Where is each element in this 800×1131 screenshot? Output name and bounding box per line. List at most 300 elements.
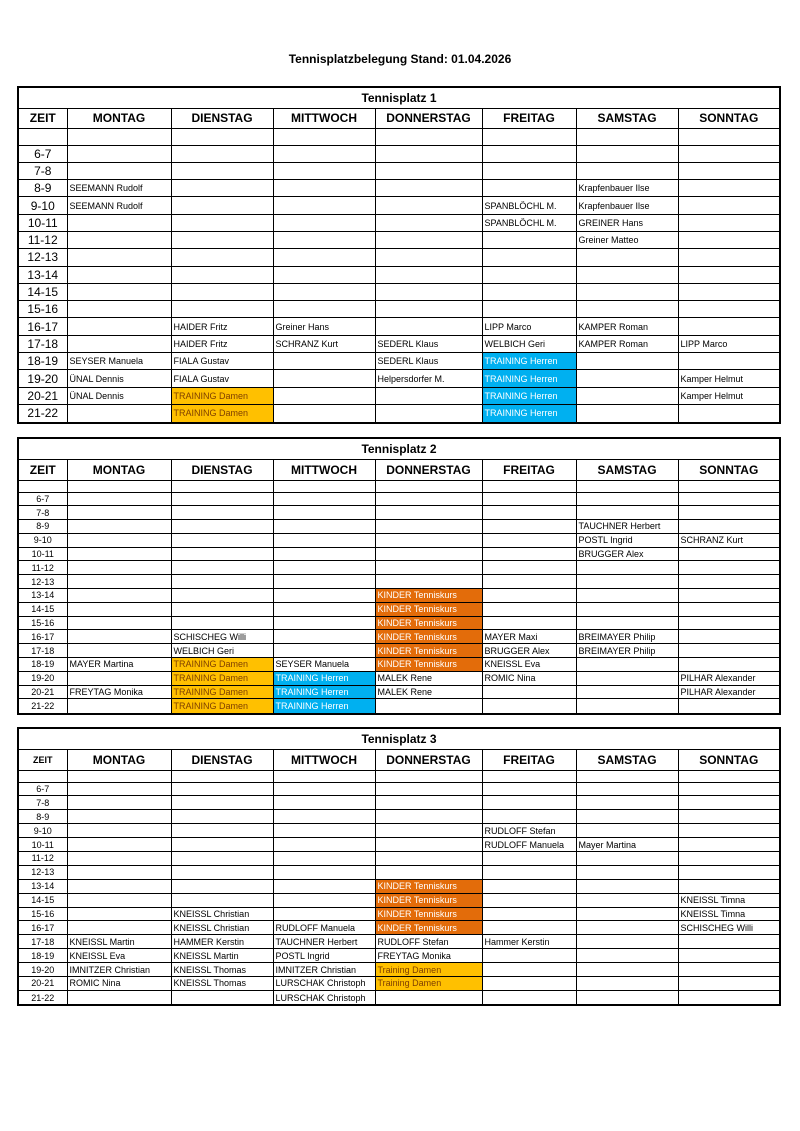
time-slot: 12-13 [19,249,67,266]
empty-cell [67,602,171,616]
time-slot: 14-15 [19,602,67,616]
table-row [19,990,779,1004]
empty-cell [576,685,678,699]
col-header-dienstag: DIENSTAG [171,750,273,770]
table-row [19,935,779,949]
court-2-table [19,460,779,713]
empty-cell [678,404,779,421]
table-row [19,616,779,630]
empty-cell [678,976,779,990]
empty-cell [482,533,576,547]
empty-cell [273,782,375,796]
table-row [19,644,779,658]
empty-cell [576,387,678,404]
empty-cell [678,796,779,810]
booking-cell: LIPP Marco [678,335,779,352]
empty-cell [678,963,779,977]
empty-cell [678,231,779,248]
booking-cell: BREIMAYER Philip [576,630,678,644]
booking-cell: SCHRANZ Kurt [273,335,375,352]
empty-cell [273,197,375,214]
table-row [19,810,779,824]
empty-cell [576,699,678,713]
booking-cell: LURSCHAK Christoph [273,976,375,990]
empty-cell [171,506,273,520]
court-1-schedule [17,86,781,424]
empty-cell [678,616,779,630]
empty-cell [67,480,171,492]
time-slot: 8-9 [19,810,67,824]
empty-cell [576,283,678,300]
empty-cell [67,796,171,810]
empty-cell [273,644,375,658]
empty-cell [678,630,779,644]
booking-cell: BREIMAYER Philip [576,644,678,658]
empty-cell [375,520,482,534]
booking-cell: FREYTAG Monika [375,949,482,963]
empty-cell [678,249,779,266]
booking-cell: MAYER Maxi [482,630,576,644]
empty-cell [171,893,273,907]
time-slot: 10-11 [19,838,67,852]
empty-cell [67,824,171,838]
empty-cell [482,810,576,824]
table-row [19,145,779,162]
empty-cell [171,782,273,796]
time-slot: 21-22 [19,990,67,1004]
booking-cell: SEDERL Klaus [375,335,482,352]
empty-cell [67,318,171,335]
empty-cell [678,506,779,520]
empty-cell [482,301,576,318]
empty-cell [273,249,375,266]
booking-cell: Krapfenbauer Ilse [576,180,678,197]
empty-cell [273,128,375,145]
booking-cell: POSTL Ingrid [273,949,375,963]
empty-cell [576,301,678,318]
empty-cell [273,796,375,810]
time-slot: 13-14 [19,266,67,283]
empty-cell [273,907,375,921]
booking-cell: MAYER Martina [67,658,171,672]
empty-cell [171,602,273,616]
empty-cell [273,865,375,879]
header-row [19,750,779,770]
booking-cell: TRAINING Herren [273,685,375,699]
empty-cell [273,162,375,179]
empty-cell [678,283,779,300]
empty-cell [482,180,576,197]
empty-cell [576,990,678,1004]
booking-cell: TRAINING Damen [171,658,273,672]
empty-cell [273,353,375,370]
table-row [19,824,779,838]
empty-cell [375,492,482,506]
booking-cell: KINDER Tenniskurs [375,589,482,603]
table-row [19,921,779,935]
empty-cell [678,353,779,370]
booking-cell: SCHISCHEG Willi [171,630,273,644]
booking-cell: RUDLOFF Manuela [273,921,375,935]
spacer-row [19,480,779,492]
empty-cell [678,180,779,197]
empty-cell [273,561,375,575]
empty-cell [482,547,576,561]
empty-cell [171,575,273,589]
empty-cell [19,128,67,145]
empty-cell [171,214,273,231]
booking-cell: RUDLOFF Manuela [482,838,576,852]
empty-cell [482,949,576,963]
booking-cell: HAIDER Fritz [171,318,273,335]
empty-cell [375,851,482,865]
table-row [19,796,779,810]
time-slot: 19-20 [19,963,67,977]
empty-cell [576,782,678,796]
empty-cell [171,589,273,603]
empty-cell [375,266,482,283]
empty-cell [171,249,273,266]
empty-cell [273,838,375,852]
booking-cell: KINDER Tenniskurs [375,658,482,672]
empty-cell [171,533,273,547]
empty-cell [482,231,576,248]
empty-cell [171,301,273,318]
time-slot: 8-9 [19,180,67,197]
col-header-dienstag: DIENSTAG [171,109,273,128]
empty-cell [678,879,779,893]
empty-cell [273,589,375,603]
empty-cell [273,145,375,162]
court-title: Tennisplatz 3 [19,729,779,750]
col-header-dienstag: DIENSTAG [171,460,273,480]
booking-cell: WELBICH Geri [482,335,576,352]
empty-cell [375,575,482,589]
booking-cell: IMNITZER Christian [67,963,171,977]
empty-cell [273,602,375,616]
court-title: Tennisplatz 2 [19,439,779,460]
col-header-donnerstag: DONNERSTAG [375,109,482,128]
empty-cell [678,318,779,335]
booking-cell: KNEISSL Timna [678,907,779,921]
empty-cell [67,214,171,231]
empty-cell [576,561,678,575]
time-slot: 19-20 [19,671,67,685]
empty-cell [576,249,678,266]
court-title: Tennisplatz 1 [19,88,779,109]
empty-cell [273,879,375,893]
booking-cell: SEEMANN Rudolf [67,180,171,197]
empty-cell [576,266,678,283]
booking-cell: Kamper Helmut [678,370,779,387]
col-header-samstag: SAMSTAG [576,109,678,128]
booking-cell: GREINER Hans [576,214,678,231]
booking-cell: WELBICH Geri [171,644,273,658]
empty-cell [273,480,375,492]
empty-cell [576,921,678,935]
empty-cell [576,770,678,782]
empty-cell [482,699,576,713]
empty-cell [678,658,779,672]
empty-cell [67,145,171,162]
empty-cell [678,851,779,865]
empty-cell [576,480,678,492]
empty-cell [375,162,482,179]
empty-cell [67,520,171,534]
empty-cell [67,335,171,352]
table-row [19,533,779,547]
time-slot: 6-7 [19,492,67,506]
empty-cell [678,162,779,179]
time-slot: 8-9 [19,520,67,534]
time-slot: 20-21 [19,685,67,699]
table-row [19,318,779,335]
empty-cell [375,404,482,421]
booking-cell: KINDER Tenniskurs [375,644,482,658]
booking-cell: Greiner Matteo [576,231,678,248]
booking-cell: KINDER Tenniskurs [375,879,482,893]
empty-cell [482,162,576,179]
time-slot: 10-11 [19,547,67,561]
booking-cell: Training Damen [375,976,482,990]
time-slot: 10-11 [19,214,67,231]
table-row [19,963,779,977]
empty-cell [576,671,678,685]
booking-cell: KNEISSL Eva [482,658,576,672]
time-slot: 11-12 [19,851,67,865]
empty-cell [678,266,779,283]
booking-cell: KNEISSL Christian [171,907,273,921]
time-slot: 14-15 [19,893,67,907]
time-slot: 15-16 [19,907,67,921]
empty-cell [273,506,375,520]
empty-cell [273,616,375,630]
empty-cell [576,893,678,907]
empty-cell [576,492,678,506]
table-row [19,162,779,179]
empty-cell [273,301,375,318]
booking-cell: KNEISSL Thomas [171,963,273,977]
empty-cell [273,770,375,782]
booking-cell: TRAINING Herren [482,353,576,370]
empty-cell [576,616,678,630]
empty-cell [678,145,779,162]
empty-cell [482,893,576,907]
page-title: Tennisplatzbelegung Stand: 01.04.2026 [288,52,512,66]
table-row [19,671,779,685]
empty-cell [67,575,171,589]
empty-cell [375,283,482,300]
booking-cell: TRAINING Damen [171,671,273,685]
empty-cell [67,231,171,248]
empty-cell [576,145,678,162]
empty-cell [273,231,375,248]
booking-cell: ÜNAL Dennis [67,387,171,404]
time-slot: 11-12 [19,231,67,248]
spacer-row [19,770,779,782]
empty-cell [375,770,482,782]
booking-cell: Kamper Helmut [678,387,779,404]
empty-cell [375,533,482,547]
empty-cell [67,644,171,658]
time-slot: 9-10 [19,824,67,838]
empty-cell [273,180,375,197]
booking-cell: KNEISSL Thomas [171,976,273,990]
empty-cell [171,266,273,283]
empty-cell [678,561,779,575]
empty-cell [678,589,779,603]
empty-cell [482,266,576,283]
empty-cell [576,851,678,865]
empty-cell [171,480,273,492]
empty-cell [678,699,779,713]
empty-cell [576,353,678,370]
empty-cell [67,301,171,318]
empty-cell [576,824,678,838]
empty-cell [678,547,779,561]
empty-cell [67,266,171,283]
empty-cell [576,810,678,824]
time-slot: 16-17 [19,630,67,644]
empty-cell [67,547,171,561]
booking-cell: KINDER Tenniskurs [375,907,482,921]
col-header-samstag: SAMSTAG [576,460,678,480]
booking-cell: KNEISSL Martin [171,949,273,963]
empty-cell [375,506,482,520]
booking-cell: BRUGGER Alex [576,547,678,561]
empty-cell [67,921,171,935]
booking-cell: LIPP Marco [482,318,576,335]
booking-cell: KINDER Tenniskurs [375,893,482,907]
empty-cell [375,231,482,248]
empty-cell [482,145,576,162]
header-row [19,460,779,480]
empty-cell [375,214,482,231]
empty-cell [678,480,779,492]
col-header-donnerstag: DONNERSTAG [375,750,482,770]
empty-cell [482,851,576,865]
empty-cell [67,589,171,603]
empty-cell [482,782,576,796]
empty-cell [67,630,171,644]
time-slot: 12-13 [19,575,67,589]
booking-cell: HAIDER Fritz [171,335,273,352]
time-slot: 17-18 [19,335,67,352]
empty-cell [171,810,273,824]
booking-cell: TRAINING Herren [482,404,576,421]
booking-cell: KNEISSL Timna [678,893,779,907]
empty-cell [375,782,482,796]
empty-cell [482,575,576,589]
empty-cell [482,589,576,603]
booking-cell: FIALA Gustav [171,353,273,370]
booking-cell: KINDER Tenniskurs [375,602,482,616]
empty-cell [482,283,576,300]
empty-cell [482,963,576,977]
col-header-montag: MONTAG [67,460,171,480]
booking-cell: KINDER Tenniskurs [375,630,482,644]
empty-cell [19,480,67,492]
table-row [19,907,779,921]
time-slot: 7-8 [19,162,67,179]
empty-cell [67,404,171,421]
table-row [19,851,779,865]
court-2-schedule [17,437,781,715]
empty-cell [678,770,779,782]
time-slot: 13-14 [19,589,67,603]
time-slot: 15-16 [19,616,67,630]
empty-cell [171,492,273,506]
empty-cell [482,561,576,575]
empty-cell [375,865,482,879]
empty-cell [171,231,273,248]
empty-cell [375,561,482,575]
empty-cell [273,492,375,506]
empty-cell [171,865,273,879]
empty-cell [482,492,576,506]
empty-cell [482,990,576,1004]
empty-cell [375,547,482,561]
empty-cell [375,318,482,335]
time-slot: 19-20 [19,370,67,387]
empty-cell [67,561,171,575]
empty-cell [171,838,273,852]
empty-cell [576,907,678,921]
booking-cell: KNEISSL Christian [171,921,273,935]
booking-cell: PILHAR Alexander [678,671,779,685]
empty-cell [67,533,171,547]
booking-cell: KAMPER Roman [576,318,678,335]
empty-cell [67,616,171,630]
booking-cell: Training Damen [375,963,482,977]
empty-cell [678,865,779,879]
empty-cell [482,976,576,990]
empty-cell [171,162,273,179]
booking-cell: POSTL Ingrid [576,533,678,547]
court-3-table [19,750,779,1004]
booking-cell: SPANBLÖCHL M. [482,214,576,231]
empty-cell [678,520,779,534]
table-row [19,249,779,266]
empty-cell [678,949,779,963]
booking-cell: RUDLOFF Stefan [482,824,576,838]
empty-cell [375,387,482,404]
table-row [19,893,779,907]
empty-cell [67,492,171,506]
empty-cell [19,770,67,782]
empty-cell [375,824,482,838]
empty-cell [171,145,273,162]
table-row [19,658,779,672]
empty-cell [171,770,273,782]
time-slot: 11-12 [19,561,67,575]
booking-cell: IMNITZER Christian [273,963,375,977]
table-row [19,547,779,561]
time-slot: 13-14 [19,879,67,893]
empty-cell [576,865,678,879]
empty-cell [67,851,171,865]
empty-cell [171,990,273,1004]
table-row [19,602,779,616]
booking-cell: KNEISSL Eva [67,949,171,963]
booking-cell: TRAINING Herren [273,671,375,685]
time-slot: 18-19 [19,658,67,672]
table-row [19,506,779,520]
time-slot: 6-7 [19,145,67,162]
col-header-donnerstag: DONNERSTAG [375,460,482,480]
booking-cell: TRAINING Damen [171,685,273,699]
table-row [19,283,779,300]
